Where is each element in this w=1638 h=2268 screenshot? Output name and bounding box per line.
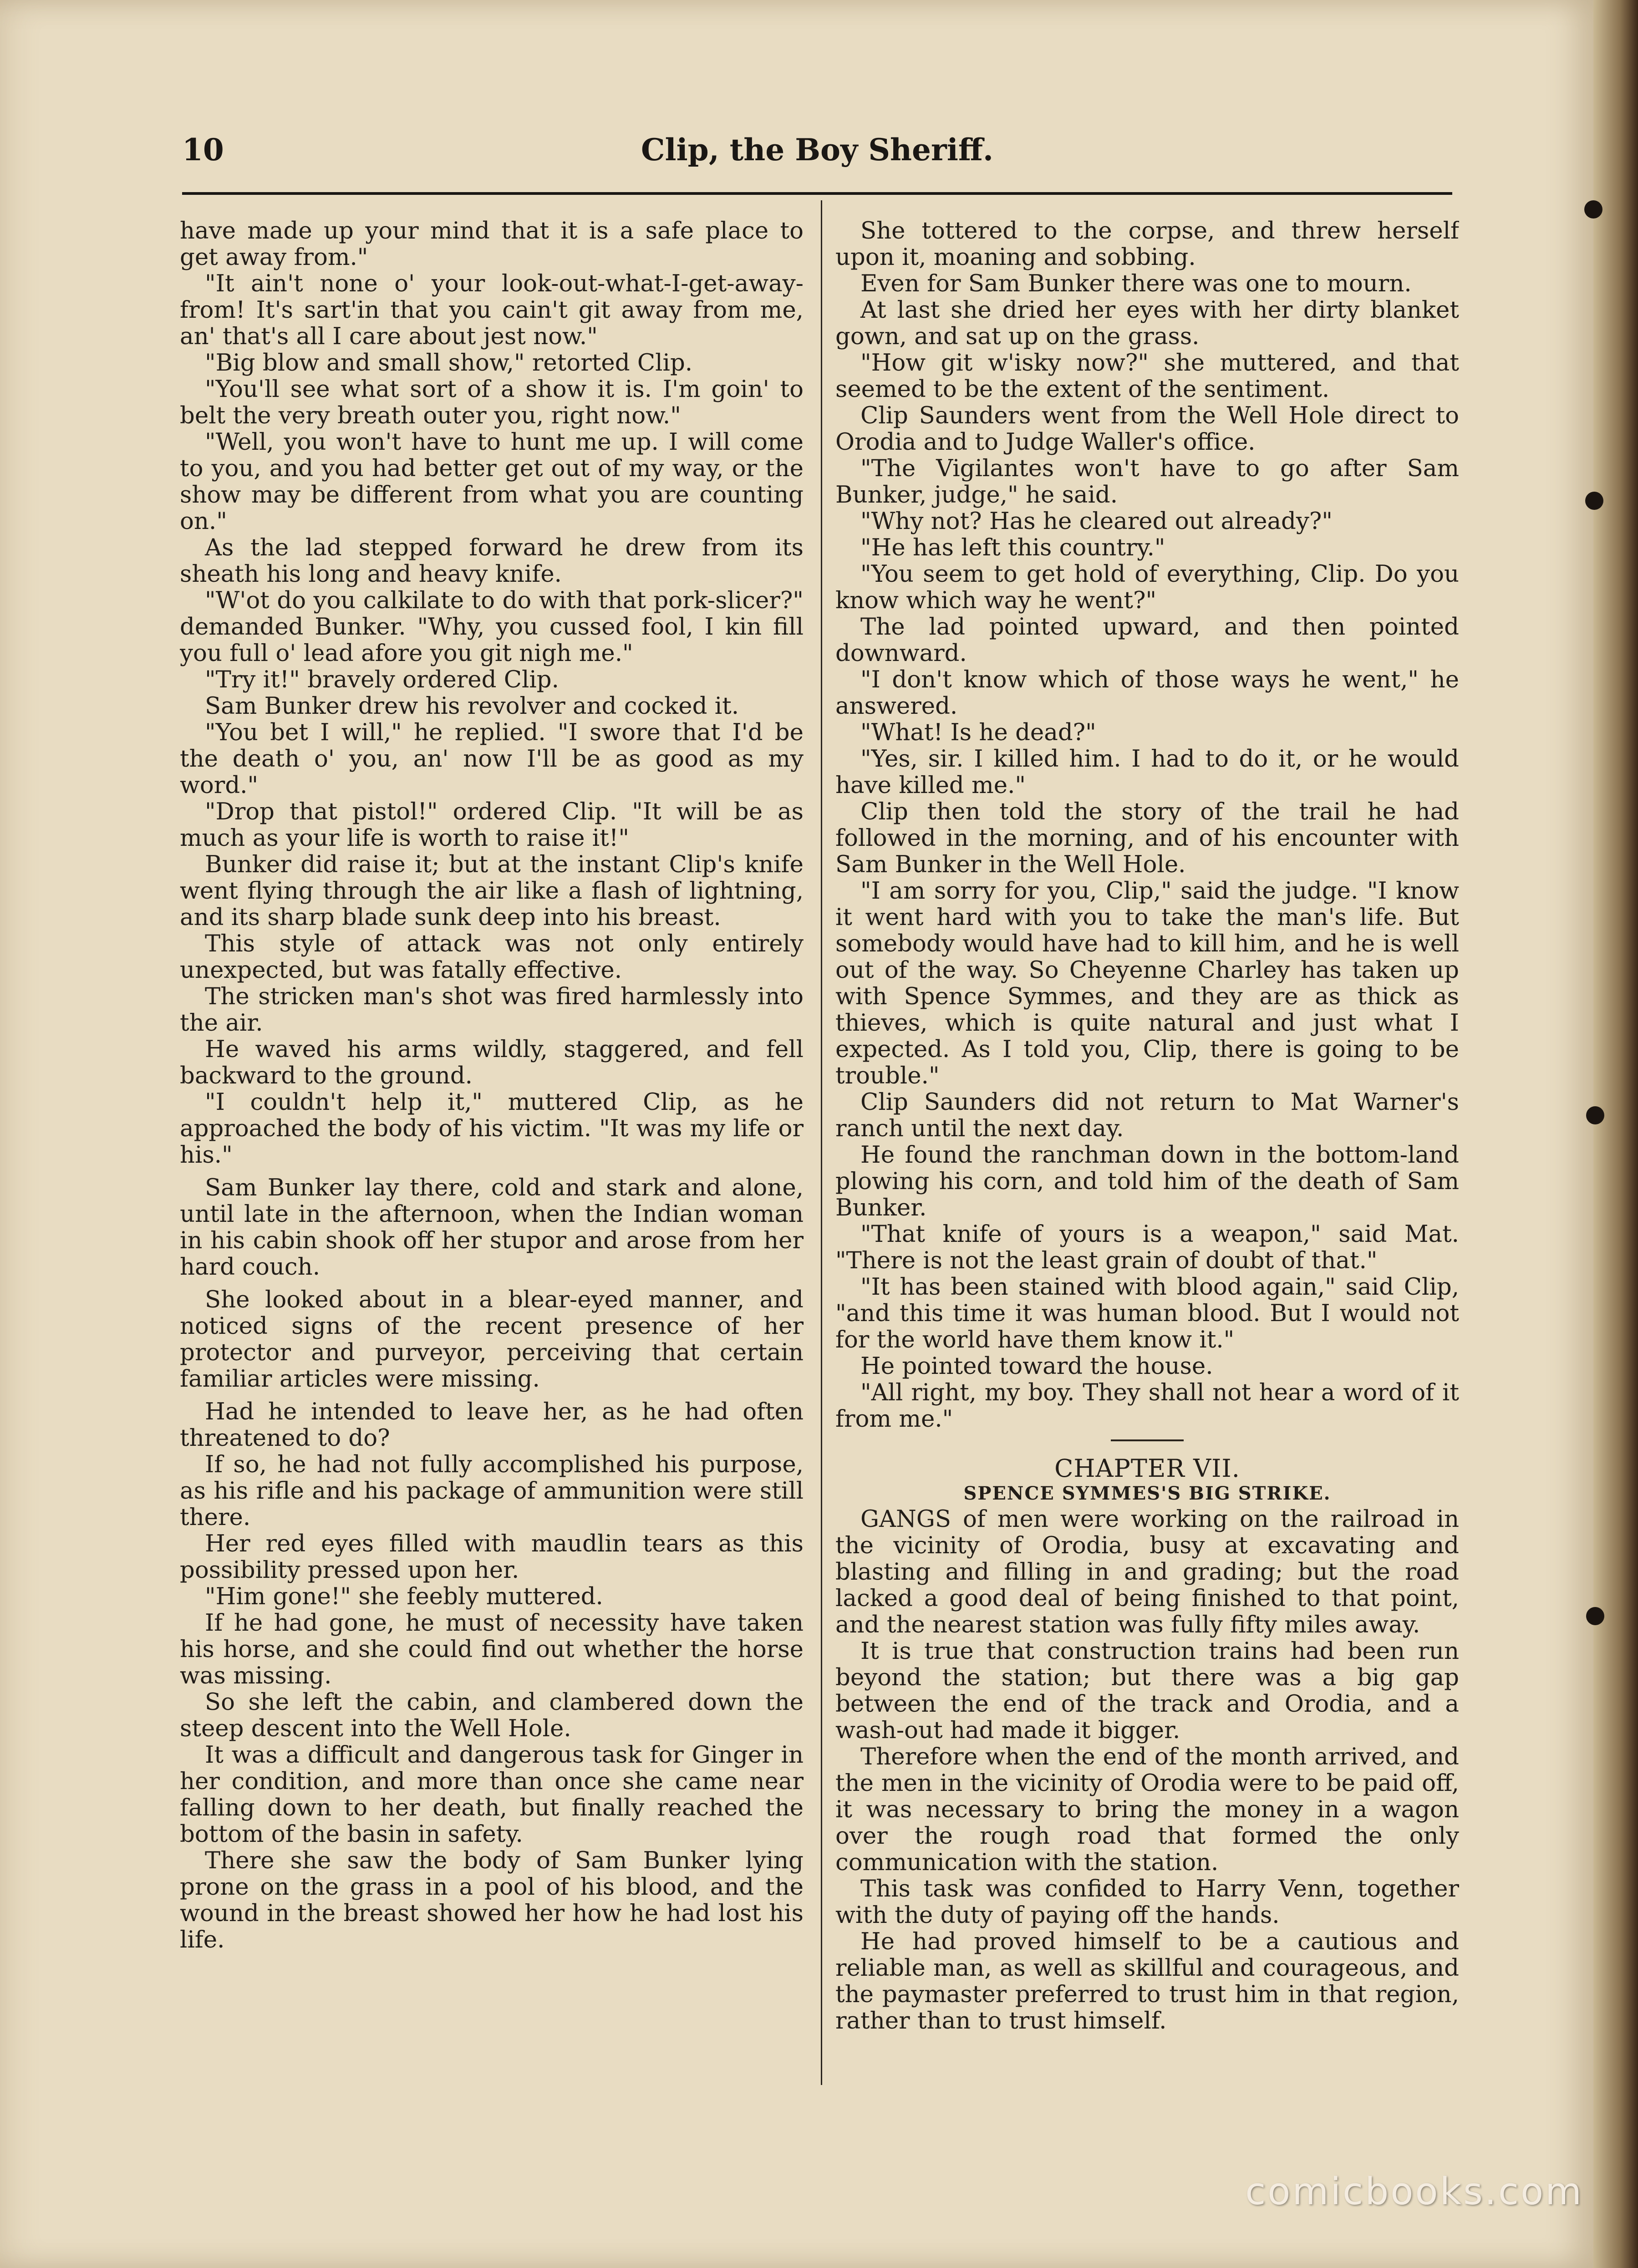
paragraph: There she saw the body of Sam Bunker lying prone on the grass in a pool of his blood, and the wound in the breast showed her how he had lost his life. bbox=[180, 1847, 804, 1953]
paragraph: "It ain't none o' your look-out-what-I-get-away-from! It's sart'in that you cain't git away from me, an' that's all I care about jest now." bbox=[180, 270, 804, 350]
paragraph: "What! Is he dead?" bbox=[860, 719, 1096, 746]
staple-hole-icon bbox=[1586, 1106, 1604, 1124]
left-column bbox=[180, 218, 804, 2084]
paragraph: "That knife of yours is a weapon," said Mat. "There is not the least grain of doubt of that." bbox=[835, 1220, 1459, 1274]
paragraph: have made up your mind that it is a safe place to get away from." bbox=[180, 218, 804, 271]
paragraph: This task was confided to Harry Venn, together with the duty of paying off the hands. bbox=[835, 1875, 1459, 1929]
paragraph: Bunker did raise it; but at the instant Clip's knife went flying through the air like a flash of lightning, and its sharp blade sunk deep into his breast. bbox=[180, 851, 804, 931]
paragraph: "Well, you won't have to hunt me up. I will come to you, and you had better get out of my way, or the show may be different from what you are counting on." bbox=[180, 428, 804, 535]
chapter-heading: CHAPTER VII. bbox=[1054, 1454, 1240, 1483]
paragraph: "Why not? Has he cleared out already?" bbox=[860, 508, 1333, 535]
paragraph: "The Vigilantes won't have to go after Sam Bunker, judge," he said. bbox=[835, 455, 1459, 509]
staple-hole-icon bbox=[1586, 1607, 1604, 1625]
section-rule bbox=[1111, 1439, 1184, 1441]
paragraph: This style of attack was not only entirely unexpected, but was fatally effective. bbox=[180, 930, 804, 984]
paragraph: "Yes, sir. I killed him. I had to do it, or he would have killed me." bbox=[835, 745, 1459, 799]
paragraph: GANGS of men were working on the railroad in the vicinity of Orodia, busy at excavating and blasting and filling in and grading; but the road lacked a good deal of being finished to that point, and the nearest station was fully fifty miles away. bbox=[835, 1505, 1459, 1638]
paragraph: Even for Sam Bunker there was one to mourn. bbox=[860, 270, 1412, 297]
paragraph: "He has left this country." bbox=[860, 534, 1165, 561]
right-column bbox=[835, 218, 1459, 2084]
paragraph: "W'ot do you calkilate to do with that pork-slicer?" demanded Bunker. "Why, you cussed fool, I kin fill you full o' lead afore you git nigh me." bbox=[180, 587, 804, 667]
paragraph: "Try it!" bravely ordered Clip. bbox=[205, 666, 559, 693]
paragraph: As the lad stepped forward he drew from its sheath his long and heavy knife. bbox=[180, 534, 804, 588]
paragraph: If so, he had not fully accomplished his purpose, as his rifle and his package of ammunition were still there. bbox=[180, 1451, 804, 1531]
paragraph: He pointed toward the house. bbox=[860, 1353, 1213, 1380]
running-title: Clip, the Boy Sheriff. bbox=[641, 132, 993, 168]
paragraph: "It has been stained with blood again," said Clip, "and this time it was human blood. But I would not for the world have them know it." bbox=[835, 1273, 1459, 1353]
paragraph: The lad pointed upward, and then pointed downward. bbox=[835, 613, 1459, 667]
paragraph: Sam Bunker lay there, cold and stark and alone, until late in the afternoon, when the Indian woman in his cabin shook off her stupor and arose from her hard couch. bbox=[180, 1174, 804, 1281]
paragraph: "I don't know which of those ways he went," he answered. bbox=[835, 666, 1459, 720]
chapter-subtitle: SPENCE SYMMES'S BIG STRIKE. bbox=[963, 1483, 1331, 1504]
paragraph: "You bet I will," he replied. "I swore that I'd be the death o' you, an' now I'll be as good as my word." bbox=[180, 719, 804, 799]
paragraph: Therefore when the end of the month arrived, and the men in the vicinity of Orodia were to be paid off, it was necessary to bring the money in a wagon over the rough road that formed the only communication with the station. bbox=[835, 1743, 1459, 1876]
staple-hole-icon bbox=[1584, 200, 1602, 219]
paragraph: "You'll see what sort of a show it is. I'm goin' to belt the very breath outer you, right now." bbox=[180, 376, 804, 429]
paragraph: He found the ranchman down in the bottom-land plowing his corn, and told him of the death of Sam Bunker. bbox=[835, 1141, 1459, 1221]
paragraph: At last she dried her eyes with her dirty blanket gown, and sat up on the grass. bbox=[835, 296, 1459, 350]
header-rule bbox=[182, 192, 1452, 195]
paragraph: "Him gone!" she feebly muttered. bbox=[205, 1583, 603, 1610]
paragraph: Clip then told the story of the trail he had followed in the morning, and of his encounter with Sam Bunker in the Well Hole. bbox=[835, 798, 1459, 878]
watermark: comicbooks.com bbox=[1245, 2170, 1583, 2213]
paragraph: So she left the cabin, and clambered down the steep descent into the Well Hole. bbox=[180, 1688, 804, 1742]
paragraph: Clip Saunders did not return to Mat Warner's ranch until the next day. bbox=[835, 1088, 1459, 1142]
paragraph: She looked about in a blear-eyed manner, and noticed signs of the recent presence of her protector and purveyor, perceiving that certain familiar articles were missing. bbox=[180, 1286, 804, 1393]
paragraph: If he had gone, he must of necessity have taken his horse, and she could find out whether the horse was missing. bbox=[180, 1609, 804, 1689]
paragraph: Had he intended to leave her, as he had often threatened to do? bbox=[180, 1398, 804, 1452]
paragraph: "Big blow and small show," retorted Clip. bbox=[205, 349, 693, 376]
paragraph: Her red eyes filled with maudlin tears as this possibility pressed upon her. bbox=[180, 1530, 804, 1584]
page-number: 10 bbox=[182, 132, 224, 168]
paragraph: Sam Bunker drew his revolver and cocked it. bbox=[205, 692, 739, 720]
paragraph: "Drop that pistol!" ordered Clip. "It will be as much as your life is worth to raise it!" bbox=[180, 798, 804, 852]
paragraph: The stricken man's shot was fired harmlessly into the air. bbox=[180, 983, 804, 1037]
staple-hole-icon bbox=[1585, 492, 1603, 510]
paragraph: "You seem to get hold of everything, Clip. Do you know which way he went?" bbox=[835, 560, 1459, 614]
paragraph: It is true that construction trains had been run beyond the station; but there was a big gap between the end of the track and Orodia, and a wash-out had made it bigger. bbox=[835, 1637, 1459, 1744]
paragraph: "I am sorry for you, Clip," said the judge. "I know it went hard with you to take the man's life. But somebody would have had to kill him, and he is well out of the way. So Cheyenne Charley has taken up with Spence Symmes, and they are as thick as thieves, which is quite natural and just what I expected. As I told you, Clip, there is going to be trouble." bbox=[835, 877, 1459, 1089]
paragraph: It was a difficult and dangerous task for Ginger in her condition, and more than once she came near falling down to her death, but finally reached the bottom of the basin in safety. bbox=[180, 1741, 804, 1848]
paragraph: He waved his arms wildly, staggered, and fell backward to the ground. bbox=[180, 1036, 804, 1089]
paragraph: Clip Saunders went from the Well Hole direct to Orodia and to Judge Waller's office. bbox=[835, 402, 1459, 456]
paragraph: "All right, my boy. They shall not hear a word of it from me." bbox=[835, 1379, 1459, 1433]
paragraph: She tottered to the corpse, and threw herself upon it, moaning and sobbing. bbox=[835, 218, 1459, 271]
paragraph: "I couldn't help it," muttered Clip, as he approached the body of his victim. "It was my life or his." bbox=[180, 1088, 804, 1169]
binding-gutter bbox=[1593, 0, 1638, 2268]
column-divider bbox=[821, 200, 822, 2085]
running-header bbox=[182, 132, 1452, 178]
paragraph: "How git w'isky now?" she muttered, and that seemed to be the extent of the sentiment. bbox=[835, 349, 1459, 403]
paragraph: He had proved himself to be a cautious and reliable man, as well as skillful and courageous, and the paymaster preferred to trust him in that region, rather than to trust himself. bbox=[835, 1928, 1459, 2034]
